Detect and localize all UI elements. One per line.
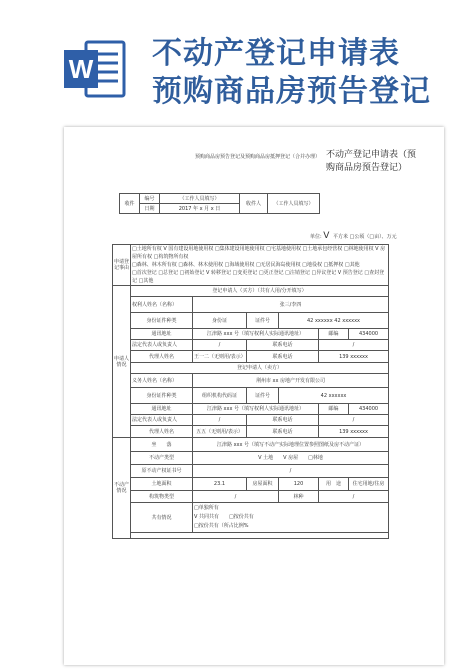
buyer-name-value: 张三/李四	[193, 297, 389, 313]
buyer-id-type-label: 身份证件种类	[131, 313, 193, 329]
receiver-value: （工作人员填写）	[268, 194, 320, 214]
estate-bottom-row	[131, 533, 389, 539]
page-title-line1: 不动产登记申请表	[152, 36, 400, 71]
buyer-postcode-value: 434000	[349, 329, 389, 340]
seller-name-value: 荆州市 xx 房地产开发有限公司	[193, 374, 389, 388]
seller-address-label: 通讯地址	[131, 404, 193, 415]
seller-title: 登记申请人（卖方）	[131, 363, 389, 374]
date-value: 2017 年 x 月 x 日	[160, 204, 240, 214]
estate-section-label: 不动产情况	[113, 438, 131, 539]
seller-legal-label: 法定代表人或负责人	[131, 415, 193, 426]
buyer-postcode-label: 邮编	[319, 329, 349, 340]
estate-use-label: 用 途	[319, 478, 349, 491]
unit-check-mark: V	[323, 231, 330, 241]
document-sheet	[64, 127, 444, 665]
estate-struct-value: /	[193, 491, 279, 503]
estate-forest-label: 林种	[279, 491, 319, 503]
estate-type-label: 不动产类型	[131, 452, 193, 465]
estate-share-option-3: □按份共有（所占比例%	[194, 523, 249, 529]
estate-cert-label: 原不动产权证书号	[131, 465, 193, 478]
seller-id-no-value: 42 xxxxxx	[279, 388, 389, 404]
reg-options-line2: □森林、林木所有权 □森林、林木使用权 □海域使用权 □无居民海岛使用权 □地役权 □抵押权 □其他	[132, 262, 360, 268]
estate-location-value: 江津路 xxx 号（填写不动产实际地理位置参照图纸及房不动产证）	[193, 438, 389, 452]
estate-house-area-value: 120	[279, 478, 319, 491]
seller-phone-value: /	[319, 415, 389, 426]
buyer-phone-value: /	[319, 340, 389, 351]
buyer-agent-label: 代理人姓名	[131, 351, 193, 363]
seller-agent-value: 五五（无则用/表示）	[193, 426, 247, 438]
word-icon	[62, 36, 128, 102]
buyer-title: 登记申请人（买方）（共有人用/分开填写）	[131, 286, 389, 297]
estate-location-label: 坐 落	[131, 438, 193, 452]
unit-options: 平方米 □公顷（□亩）、万元	[333, 234, 397, 240]
buyer-agent-phone-label: 联系电话	[247, 351, 319, 363]
seller-postcode-label: 邮编	[319, 404, 349, 415]
buyer-id-no-label: 证件号	[247, 313, 279, 329]
buyer-id-type-value: 身份证	[193, 313, 247, 329]
unit-prefix: 单位:	[310, 234, 322, 240]
estate-share-option-2: V 共同共有 □按份共有	[194, 514, 254, 520]
applicant-section-label: 申请人情况	[113, 286, 131, 438]
seller-phone-label: 联系电话	[247, 415, 319, 426]
estate-use-value: 住宅用地/住房	[349, 478, 389, 491]
estate-struct-label: 构筑物类型	[131, 491, 193, 503]
reg-options-line1: □土地所有权 V 国有建设用地使用权 □集体建设用地使用权 □宅基地使用权 □土地承包经营权 □林地使用权 V 房屋所有权 □构筑物所有权	[132, 246, 386, 260]
reg-options	[131, 245, 389, 286]
reg-options-line3: □首次登记 □总登记 □初始登记 V 转移登记 □变更登记 □更正登记 □注销登记 □异议登记 V 预告登记 □查封登记 □其他	[132, 270, 385, 284]
estate-type-value: V 土地 V 房屋 □林地	[193, 452, 389, 465]
number-label: 编号	[140, 194, 160, 204]
estate-forest-value: /	[319, 491, 389, 503]
buyer-address-label: 通讯地址	[131, 329, 193, 340]
seller-agent-phone-label: 联系电话	[247, 426, 319, 438]
page-title-line2: 预购商品房预告登记	[152, 74, 431, 109]
receipt-label: 收件	[120, 194, 140, 214]
buyer-agent-value: 王一二（无则用/表示）	[193, 351, 247, 363]
estate-land-area-value: 23.1	[193, 478, 247, 491]
estate-share-label: 共有情况	[131, 503, 193, 533]
estate-house-area-label: 房屋面积	[247, 478, 279, 491]
seller-id-type-label: 身份证件种类	[131, 388, 193, 404]
seller-legal-value: /	[193, 415, 247, 426]
seller-agent-phone-value: 139 xxxxxx	[319, 426, 389, 438]
buyer-agent-phone-value: 139 xxxxxx	[319, 351, 389, 363]
unit-line	[310, 231, 397, 241]
seller-name-label: 义务人姓名（名称）	[131, 374, 193, 388]
buyer-name-label: 权利人姓名（名称）	[131, 297, 193, 313]
date-label: 日期	[140, 204, 160, 214]
seller-address-value: 江津路 xxx 号（填写权利人实际通讯地址）	[193, 404, 319, 415]
receiver-label: 收件人	[240, 194, 268, 214]
estate-share-option-1: □单独所有	[194, 505, 219, 511]
svg-text:W: W	[68, 54, 94, 84]
buyer-legal-value: /	[193, 340, 247, 351]
reg-section-label: 申请登记事由	[113, 245, 131, 286]
buyer-phone-label: 联系电话	[247, 340, 319, 351]
small-caption: 预购商品房预告登记及预购商品房抵押登记（合并办理）	[195, 154, 321, 160]
application-form-table	[112, 244, 389, 539]
estate-land-area-label: 土地面积	[131, 478, 193, 491]
seller-postcode-value: 434000	[349, 404, 389, 415]
document-title: 不动产登记申请表（预购商品房预告登记）	[326, 150, 417, 173]
seller-id-no-label: 证件号	[247, 388, 279, 404]
estate-share-options	[193, 503, 389, 533]
page-header	[0, 0, 474, 118]
receipt-table	[119, 193, 320, 214]
buyer-id-no-value: 42 xxxxxx 42 xxxxxx	[279, 313, 389, 329]
number-value: （工作人员填写）	[160, 194, 240, 204]
buyer-legal-label: 法定代表人或负责人	[131, 340, 193, 351]
seller-agent-label: 代理人姓名	[131, 426, 193, 438]
buyer-address-value: 江津路 xxx 号（填写权利人实际通讯地址）	[193, 329, 319, 340]
estate-cert-value: /	[193, 465, 389, 478]
seller-id-type-value: 组织机构代码证	[193, 388, 247, 404]
